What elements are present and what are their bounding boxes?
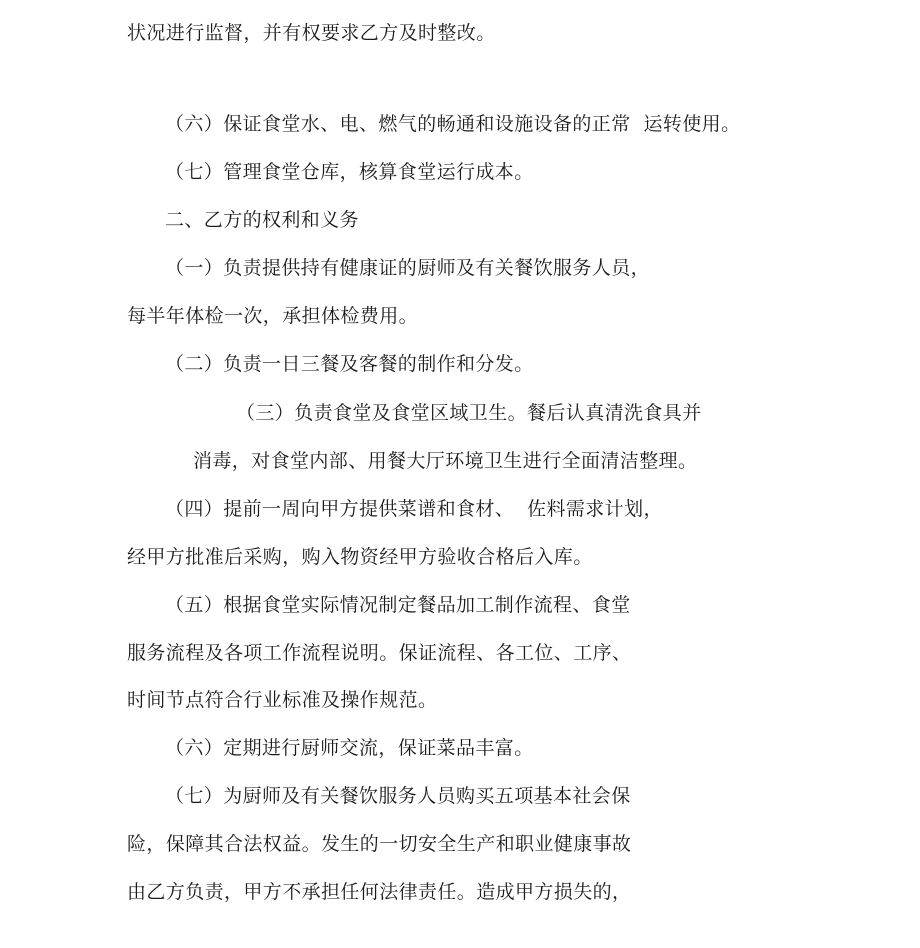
text-line: 每半年体检一次，承担体检费用。 bbox=[127, 305, 419, 327]
text-line: 状况进行监督，并有权要求乙方及时整改。 bbox=[127, 22, 496, 44]
text-line: （一）负责提供持有健康证的厨师及有关餐饮服务人员， bbox=[165, 257, 651, 279]
text-line: （五）根据食堂实际情况制定餐品加工制作流程、食堂 bbox=[165, 594, 631, 616]
text-line: （三）负责食堂及食堂区域卫生。餐后认真清洗食具并 bbox=[236, 402, 702, 424]
text-line: （七）管理食堂仓库，核算食堂运行成本。 bbox=[165, 161, 534, 183]
text-line: 服务流程及各项工作流程说明。保证流程、各工位、工序、 bbox=[127, 642, 632, 664]
text-line: （四）提前一周向甲方提供菜谱和食材、 佐料需求计划， bbox=[165, 498, 663, 520]
text-line: （六）定期进行厨师交流，保证菜品丰富。 bbox=[165, 737, 534, 759]
text-line: （二）负责一日三餐及客餐的制作和分发。 bbox=[165, 353, 534, 375]
text-line: 时间节点符合行业标准及操作规范。 bbox=[127, 689, 438, 711]
text-line: 消毒，对食堂内部、用餐大厅环境卫生进行全面清洁整理。 bbox=[193, 450, 698, 472]
text-line: 经甲方批准后采购，购入物资经甲方验收合格后入库。 bbox=[127, 546, 593, 568]
text-line: 险，保障其合法权益。发生的一切安全生产和职业健康事故 bbox=[127, 833, 632, 855]
text-line: （六）保证食堂水、电、燃气的畅通和设施设备的正常 运转使用。 bbox=[165, 113, 741, 135]
section-heading: 二、乙方的权利和义务 bbox=[165, 209, 360, 231]
text-line: 由乙方负责，甲方不承担任何法律责任。造成甲方损失的， bbox=[127, 881, 632, 903]
text-line: （七）为厨师及有关餐饮服务人员购买五项基本社会保 bbox=[165, 785, 631, 807]
